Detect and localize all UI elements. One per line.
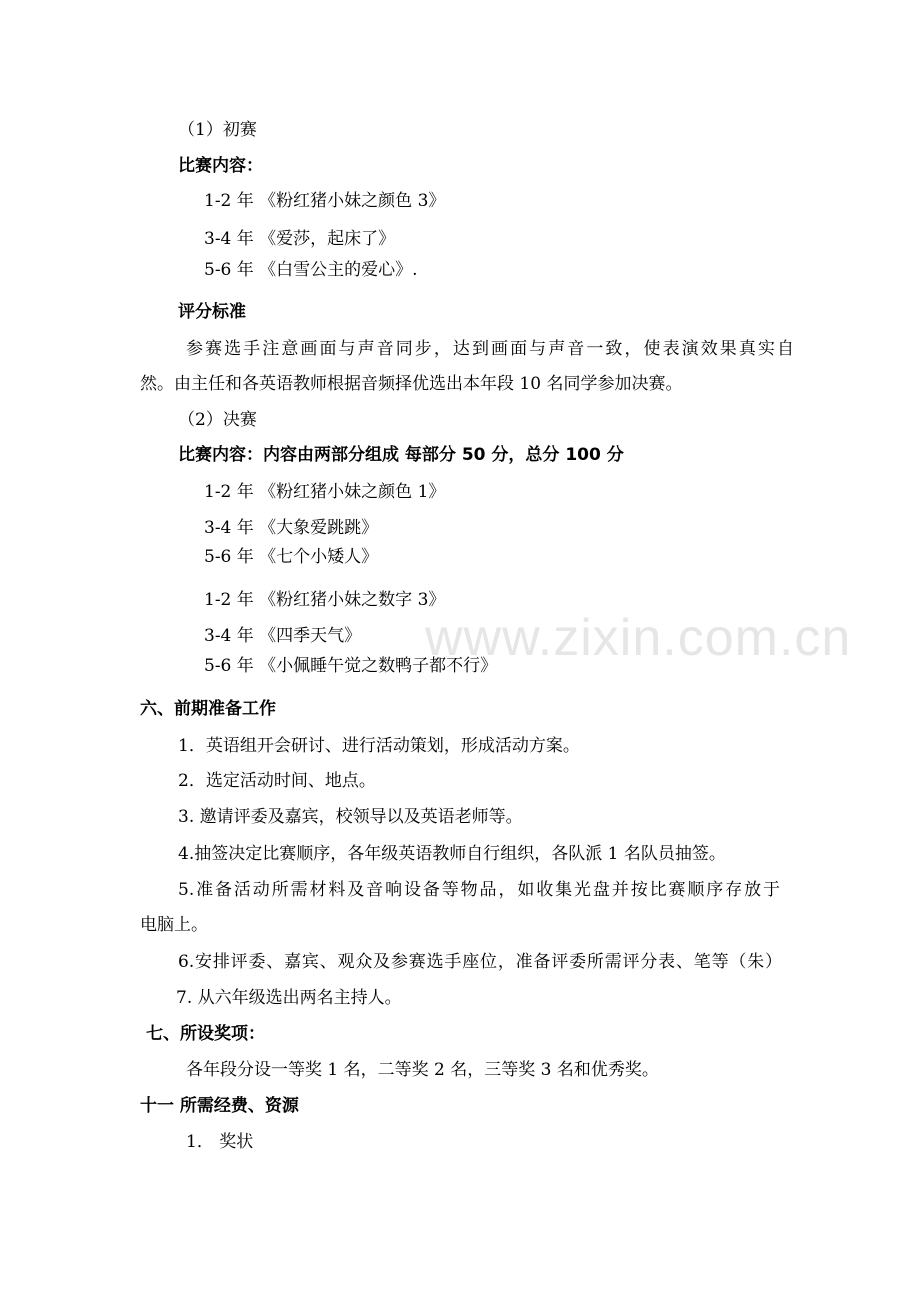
prep-item: 1．英语组开会研讨、进行活动策划，形成活动方案。 bbox=[178, 736, 580, 756]
final-item: 1-2 年 《粉红猪小妹之数字 3》 bbox=[204, 590, 446, 610]
final-item: 1-2 年 《粉红猪小妹之颜色 1》 bbox=[204, 482, 446, 502]
resource-item: 1． 奖状 bbox=[186, 1132, 254, 1152]
prelim-content-heading: 比赛内容： bbox=[178, 156, 263, 176]
prep-item: 6.安排评委、嘉宾、观众及参赛选手座位，准备评委所需评分表、笔等（朱） bbox=[178, 952, 782, 972]
final-item: 5-6 年 《小佩睡午觉之数鸭子都不行》 bbox=[204, 656, 498, 676]
prep-item-continued: 电脑上。 bbox=[140, 915, 208, 935]
section11-heading: 十一 所需经费、资源 bbox=[140, 1096, 299, 1116]
scoring-text-line2: 然。由主任和各英语教师根据音频择优选出本年段 10 名同学参加决赛。 bbox=[140, 374, 683, 394]
awards-text: 各年段分设一等奖 1 名，二等奖 2 名，三等奖 3 名和优秀奖。 bbox=[186, 1060, 659, 1080]
final-label: （2）决赛 bbox=[178, 410, 257, 430]
prep-item: 5.准备活动所需材料及音响设备等物品，如收集光盘并按比赛顺序存放于 bbox=[178, 880, 780, 900]
final-item: 5-6 年 《七个小矮人》 bbox=[204, 547, 379, 567]
prep-item: 2．选定活动时间、地点。 bbox=[178, 771, 376, 791]
final-content-heading: 比赛内容：内容由两部分组成 每部分 50 分，总分 100 分 bbox=[178, 445, 624, 465]
section7-heading: 七、所设奖项： bbox=[146, 1024, 265, 1044]
prelim-label: （1）初赛 bbox=[178, 120, 257, 140]
final-item: 3-4 年 《四季天气》 bbox=[204, 626, 362, 646]
section6-heading: 六、前期准备工作 bbox=[140, 699, 276, 719]
watermark: www.zixin.com.cn bbox=[425, 609, 852, 667]
prep-item: 3. 邀请评委及嘉宾，校领导以及英语老师等。 bbox=[178, 807, 523, 827]
scoring-text-line1: 参赛选手注意画面与声音同步，达到画面与声音一致，使表演效果真实自 bbox=[186, 339, 794, 359]
prelim-item: 3-4 年 《爱莎，起床了》 bbox=[204, 229, 396, 249]
prelim-item: 1-2 年 《粉红猪小妹之颜色 3》 bbox=[204, 191, 446, 211]
final-item: 3-4 年 《大象爱跳跳》 bbox=[204, 518, 379, 538]
scoring-heading: 评分标准 bbox=[178, 302, 246, 322]
prep-item: 7. 从六年级选出两名主持人。 bbox=[176, 988, 402, 1008]
prelim-item: 5-6 年 《白雪公主的爱心》. bbox=[204, 260, 418, 280]
prep-item: 4.抽签决定比赛顺序，各年级英语教师自行组织，各队派 1 名队员抽签。 bbox=[178, 844, 726, 864]
